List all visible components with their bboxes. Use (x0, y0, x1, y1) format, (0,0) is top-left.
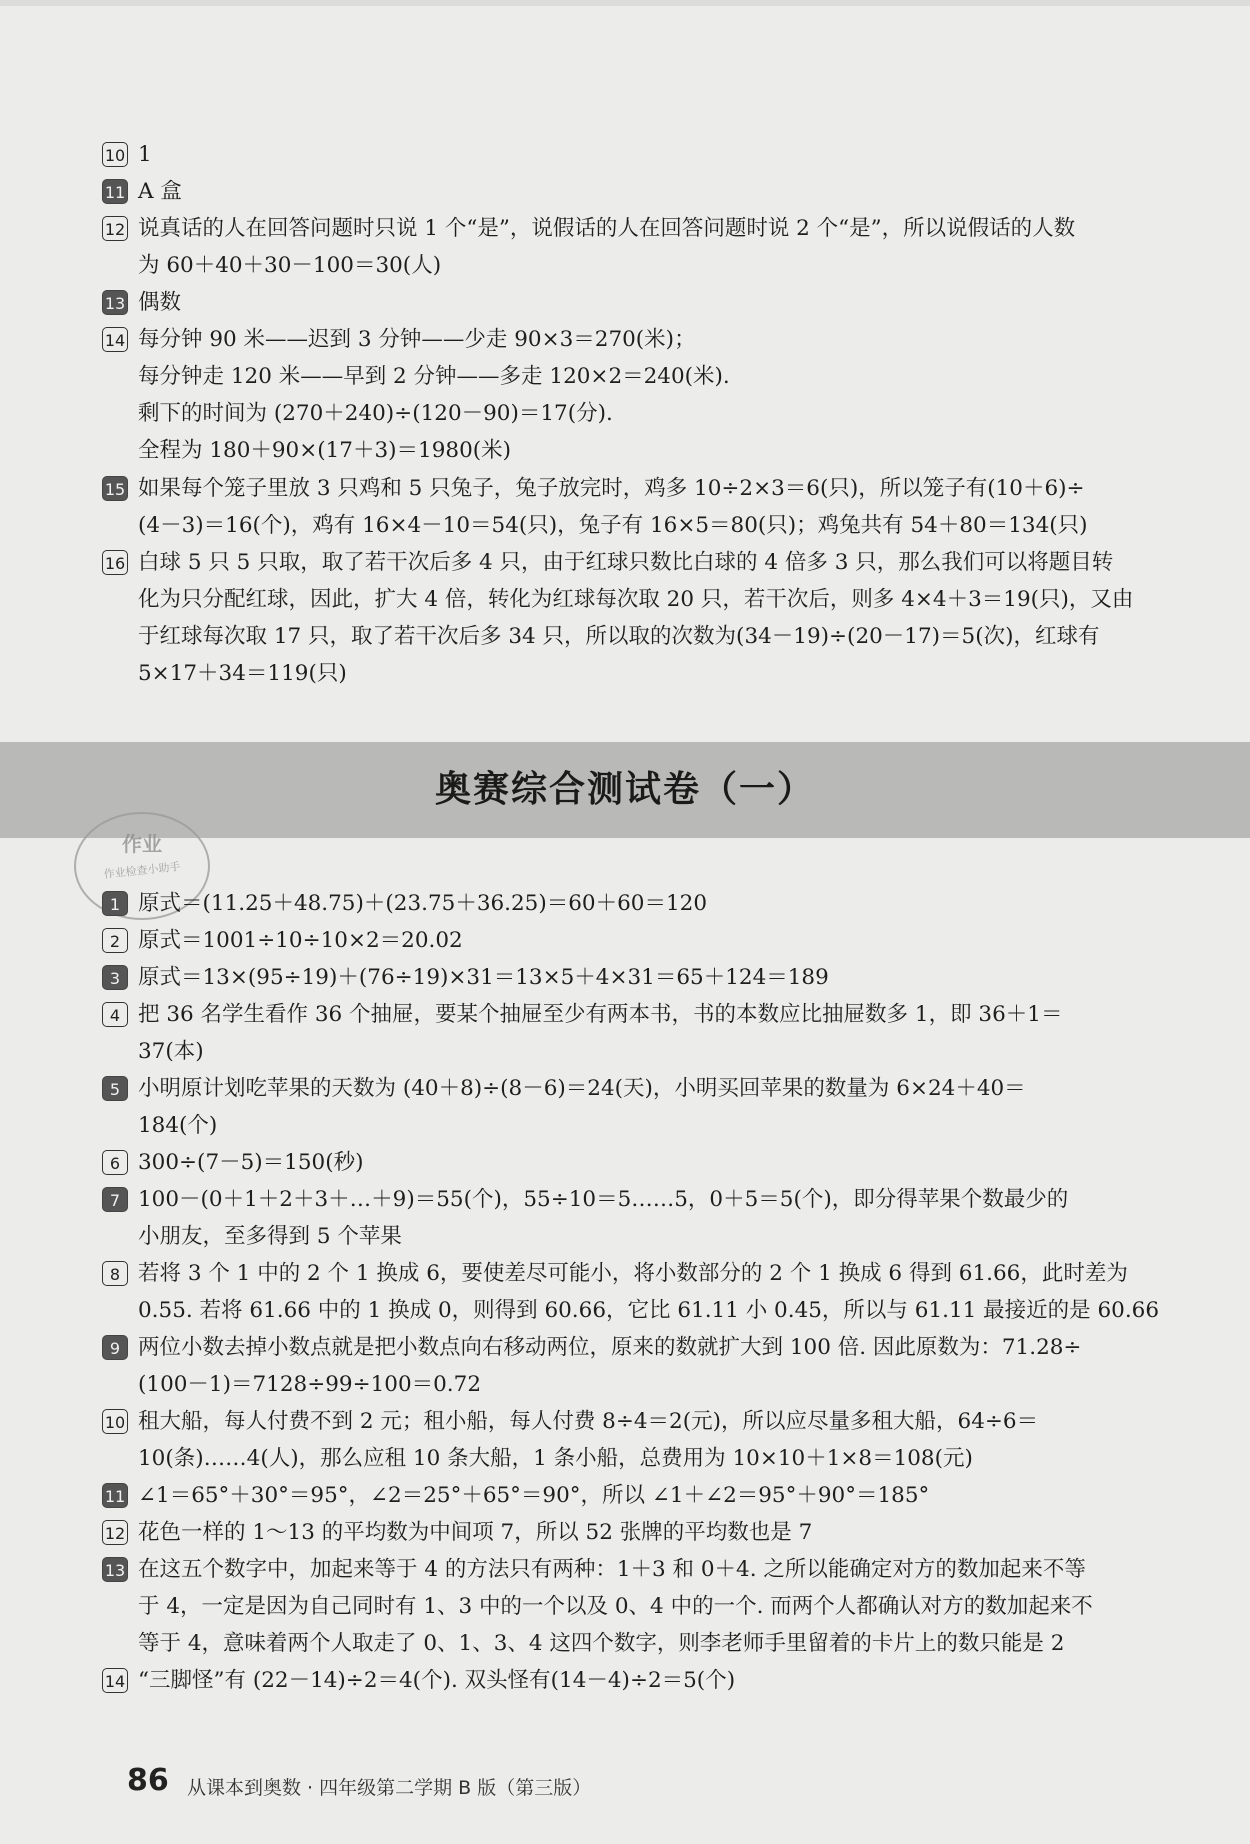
answer-number-badge: 2 (102, 928, 128, 953)
answer-text (138, 1255, 1202, 1329)
answer-number-badge: 7 (102, 1187, 128, 1212)
answer-number-badge: 12 (102, 1520, 128, 1545)
answer-number-badge: 13 (102, 1557, 128, 1582)
answer-line: 化为只分配红球，因此，扩大 4 倍，转化为红球每次取 20 只，若干次后，则多 4×4＋3＝19(只)，又由 (138, 587, 1134, 612)
answer-line: 租大船，每人付费不到 2 元；租小船，每人付费 8÷4＝2(元)，所以应尽量多租大船，64÷6＝ (138, 1409, 1039, 1434)
answer-item (102, 1551, 1202, 1662)
answer-line: 100－(0＋1＋2＋3＋…＋9)＝55(个)，55÷10＝5……5，0＋5＝5(个)，即分得苹果个数最少的 (138, 1187, 1069, 1212)
answer-item (102, 470, 1202, 544)
answer-item (102, 1662, 1202, 1699)
answer-number-badge: 5 (102, 1076, 128, 1101)
answer-line: 花色一样的 1～13 的平均数为中间项 7，所以 52 张牌的平均数也是 7 (138, 1520, 813, 1545)
answer-item (102, 1070, 1202, 1144)
answer-text (138, 544, 1202, 692)
answer-text (138, 173, 1202, 210)
page-number: 86 (127, 1763, 169, 1798)
answer-number-badge: 8 (102, 1261, 128, 1286)
stamp-subtitle: 作业检查小助手 (103, 860, 182, 881)
answer-line: 偶数 (138, 290, 182, 315)
answer-line: 5×17＋34＝119(只) (138, 661, 347, 686)
answer-line: 说真话的人在回答问题时只说 1 个“是”，说假话的人在回答问题时说 2 个“是”，所以说假话的人数 (138, 216, 1076, 241)
answer-number-badge: 11 (102, 1483, 128, 1508)
page-top-edge (0, 0, 1250, 6)
answer-text (138, 1144, 1202, 1181)
stamp-word: 作业 (122, 832, 162, 856)
answer-text (138, 1662, 1202, 1699)
answer-number-badge: 12 (102, 216, 128, 241)
answer-text (138, 210, 1202, 284)
answer-number-badge: 14 (102, 327, 128, 352)
answer-line: 若将 3 个 1 中的 2 个 1 换成 6，要使差尽可能小，将小数部分的 2 个 1 换成 6 得到 61.66，此时差为 (138, 1261, 1128, 1286)
answer-line: 每分钟 90 米——迟到 3 分钟——少走 90×3＝270(米)； (138, 327, 696, 352)
answer-number-badge: 10 (102, 1409, 128, 1434)
answer-number-badge: 9 (102, 1335, 128, 1360)
answer-item (102, 1514, 1202, 1551)
answer-text (138, 470, 1202, 544)
answer-item (102, 1144, 1202, 1181)
answer-line: 把 36 名学生看作 36 个抽屉，要某个抽屉至少有两本书，书的本数应比抽屉数多 1，即 36＋1＝ (138, 1002, 1063, 1027)
answer-text (138, 1070, 1202, 1144)
answer-text (138, 922, 1202, 959)
answer-line: 原式＝13×(95÷19)＋(76÷19)×31＝13×5＋4×31＝65＋124＝189 (138, 965, 829, 990)
answer-text (138, 996, 1202, 1070)
answer-line: A 盒 (138, 179, 182, 204)
answer-line: (100－1)＝7128÷99÷100＝0.72 (138, 1372, 482, 1397)
answer-text (138, 1329, 1202, 1403)
answer-item (102, 885, 1202, 922)
answer-item (102, 959, 1202, 996)
answer-item (102, 1329, 1202, 1403)
answer-number-badge: 4 (102, 1002, 128, 1027)
answer-number-badge: 3 (102, 965, 128, 990)
answer-line: 剩下的时间为 (270＋240)÷(120－90)＝17(分). (138, 401, 613, 426)
book-title: 从课本到奥数 · 四年级第二学期 B 版（第三版） (187, 1777, 592, 1799)
answer-number-badge: 10 (102, 142, 128, 167)
answer-number-badge: 11 (102, 179, 128, 204)
answer-number-badge: 14 (102, 1668, 128, 1693)
answer-item (102, 544, 1202, 692)
answer-text (138, 959, 1202, 996)
answer-text (138, 1477, 1202, 1514)
answer-line: ∠1＝65°＋30°＝95°，∠2＝25°＋65°＝90°，所以 ∠1＋∠2＝95°＋90°＝185° (138, 1483, 930, 1508)
answer-line: 300÷(7－5)＝150(秒) (138, 1150, 364, 1175)
answer-number-badge: 1 (102, 891, 128, 916)
answer-line: “三脚怪”有 (22－14)÷2＝4(个). 双头怪有(14－4)÷2＝5(个) (138, 1668, 736, 1693)
answer-line: 小朋友，至多得到 5 个苹果 (138, 1224, 402, 1249)
answer-line: 两位小数去掉小数点就是把小数点向右移动两位，原来的数就扩大到 100 倍. 因此原数为：71.28÷ (138, 1335, 1082, 1360)
answer-line: 10(条)……4(人)，那么应租 10 条大船，1 条小船，总费用为 10×10＋1×8＝108(元) (138, 1446, 973, 1471)
answer-text (138, 1181, 1202, 1255)
answer-line: 184(个) (138, 1113, 218, 1138)
section-title: 奥赛综合测试卷（一） (434, 769, 815, 810)
answer-item (102, 996, 1202, 1070)
answer-line: 等于 4，意味着两个人取走了 0、1、3、4 这四个数字，则李老师手里留着的卡片上的数只能是 2 (138, 1631, 1065, 1656)
answer-text (138, 1551, 1202, 1662)
answer-item (102, 136, 1202, 173)
answer-line: 全程为 180＋90×(17＋3)＝1980(米) (138, 438, 512, 463)
answer-item (102, 922, 1202, 959)
answer-item (102, 321, 1202, 469)
answer-number-badge: 13 (102, 290, 128, 315)
answer-number-badge: 15 (102, 476, 128, 501)
answer-line: 0.55. 若将 61.66 中的 1 换成 0，则得到 60.66，它比 61.11 小 0.45，所以与 61.11 最接近的是 60.66 (138, 1298, 1160, 1323)
answer-line: 于红球每次取 17 只，取了若干次后多 34 只，所以取的次数为(34－19)÷(20－17)＝5(次)，红球有 (138, 624, 1100, 649)
answer-number-badge: 16 (102, 550, 128, 575)
answer-line: 原式＝(11.25＋48.75)＋(23.75＋36.25)＝60＋60＝120 (138, 891, 708, 916)
answer-text (138, 885, 1202, 922)
answer-line: 在这五个数字中，加起来等于 4 的方法只有两种：1＋3 和 0＋4. 之所以能确定对方的数加起来不等 (138, 1557, 1086, 1582)
answer-line: 37(本) (138, 1039, 204, 1064)
answer-line: 小明原计划吃苹果的天数为 (40＋8)÷(8－6)＝24(天)，小明买回苹果的数量为 6×24＋40＝ (138, 1076, 1026, 1101)
answer-line: 如果每个笼子里放 3 只鸡和 5 只兔子，兔子放完时，鸡多 10÷2×3＝6(只)，所以笼子有(10＋6)÷ (138, 476, 1085, 501)
answer-item (102, 173, 1202, 210)
answer-line: 为 60＋40＋30－100＝30(人) (138, 253, 442, 278)
answer-text (138, 284, 1202, 321)
answer-text (138, 136, 1202, 173)
answer-line: 原式＝1001÷10÷10×2＝20.02 (138, 928, 463, 953)
section-banner (0, 742, 1250, 838)
answer-text (138, 1403, 1202, 1477)
answer-item (102, 1181, 1202, 1255)
answer-text (138, 1514, 1202, 1551)
answer-line: 每分钟走 120 米——早到 2 分钟——多走 120×2＝240(米). (138, 364, 730, 389)
answer-line: 1 (138, 142, 152, 167)
answer-item (102, 1403, 1202, 1477)
answer-item (102, 284, 1202, 321)
answer-text (138, 321, 1202, 469)
answer-item (102, 1477, 1202, 1514)
answer-line: (4－3)＝16(个)，鸡有 16×4－10＝54(只)，兔子有 16×5＝80(只)；鸡兔共有 54＋80＝134(只) (138, 513, 1088, 538)
answer-item (102, 210, 1202, 284)
answer-line: 于 4，一定是因为自己同时有 1、3 中的一个以及 0、4 中的一个. 而两个人都确认对方的数加起来不 (138, 1594, 1093, 1619)
answer-item (102, 1255, 1202, 1329)
answer-number-badge: 6 (102, 1150, 128, 1175)
answer-line: 白球 5 只 5 只取，取了若干次后多 4 只，由于红球只数比白球的 4 倍多 3 只，那么我们可以将题目转 (138, 550, 1114, 575)
